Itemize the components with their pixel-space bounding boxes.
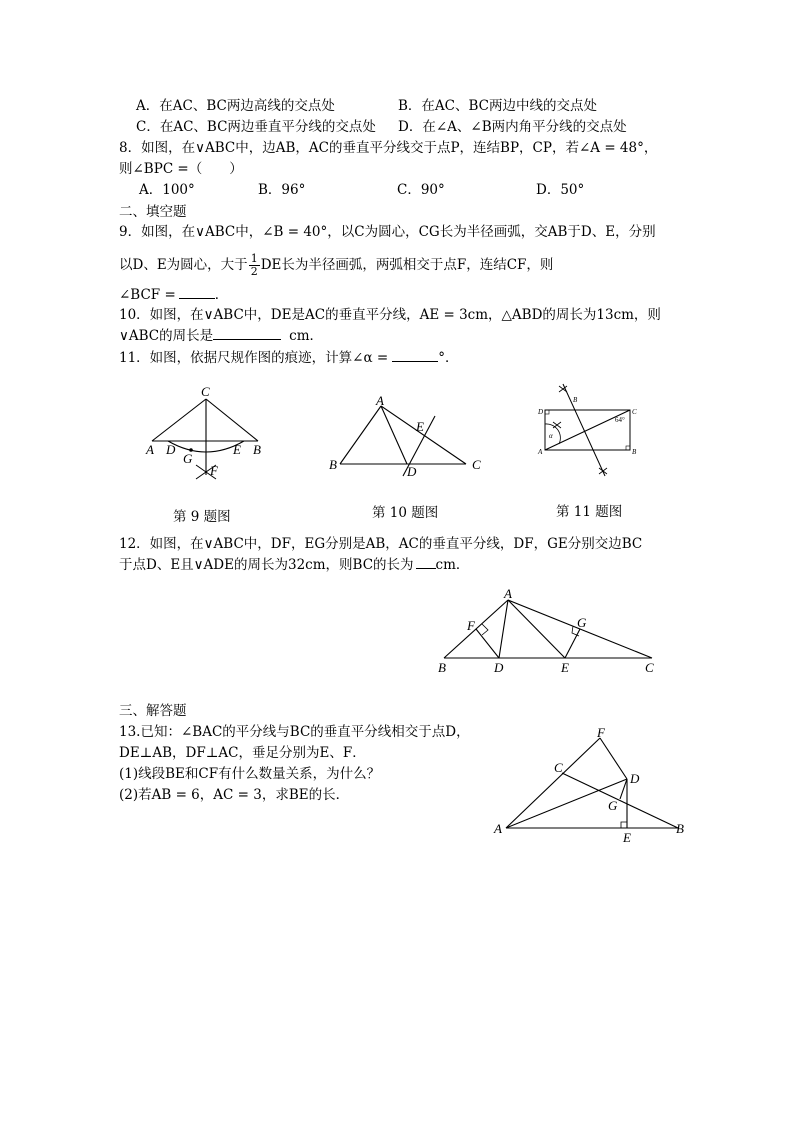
q11-answer-blank[interactable] <box>392 349 438 362</box>
fraction-numerator: 1 <box>250 252 258 265</box>
fig11-angle-64: 64° <box>615 416 625 424</box>
q8-option-c: C．90° <box>397 182 445 198</box>
q9-stem-line3 <box>119 286 228 304</box>
q9-line2-post: DE长为半径画弧，两弧相交于点F，连结CF，则 <box>260 257 554 273</box>
q11-stem-line1 <box>119 349 458 367</box>
fig13-label-b: B <box>676 821 684 836</box>
figure-11-caption: 第 11 题图 <box>556 504 623 520</box>
q8-option-a: A．100° <box>139 182 195 198</box>
fig10-label-d: D <box>407 464 417 479</box>
q13-stem-line2: DE⊥AB，DF⊥AC，垂足分别为E、F． <box>119 745 366 761</box>
q7-option-c: C．在AC、BC两边垂直平分线的交点处 <box>136 119 376 135</box>
q12-answer-blank[interactable] <box>416 556 436 569</box>
q10-line2-end: cm． <box>289 328 324 344</box>
q10-line2-text: ∨ABC的周长是 <box>119 328 214 344</box>
fig12-label-c: C <box>645 660 654 675</box>
fraction-denominator: 2 <box>250 265 258 278</box>
q13-part2: (2)若AB = 6，AC = 3，求BE的长． <box>119 787 350 803</box>
figure-10 <box>325 392 495 482</box>
figure-13 <box>490 726 690 846</box>
q12-stem-line2 <box>119 556 469 574</box>
q12-line2-end: cm． <box>435 557 470 573</box>
q7-option-d: D．在∠A、∠B两内角平分线的交点处 <box>398 119 627 135</box>
fig9-label-e: E <box>233 442 241 457</box>
fig13-label-a: A <box>494 821 502 836</box>
fig12-label-e: E <box>561 660 569 675</box>
q7-option-a: A．在AC、BC两边高线的交点处 <box>136 98 335 114</box>
q10-stem-line1: 10．如图，在∨ABC中，DE是AC的垂直平分线，AE = 3cm，△ABD的周长为13cm，则 <box>119 307 661 323</box>
q8-option-d: D．50° <box>536 182 585 198</box>
fig13-label-e: E <box>623 830 631 845</box>
fig12-label-d: D <box>494 660 504 675</box>
fig13-label-g: G <box>608 798 618 813</box>
fig10-label-a: A <box>376 393 384 408</box>
q12-stem-line1: 12．如图，在∨ABC中，DF，EG分别是AB，AC的垂直平分线，DF，GE分别交边BC <box>119 536 643 552</box>
fig12-label-f: F <box>467 618 475 633</box>
fig13-label-f: F <box>597 725 605 740</box>
q10-stem-line2 <box>119 327 323 345</box>
figure-9 <box>140 383 270 483</box>
fig11-label-b-bottom: B <box>632 448 637 456</box>
fig13-label-d: D <box>630 771 640 786</box>
section-heading-fill-in: 二、填空题 <box>119 204 187 220</box>
fig9-label-a: A <box>146 442 154 457</box>
q9-stem-line2 <box>119 253 553 278</box>
q9-line3-end: ． <box>214 287 229 303</box>
fig10-label-c: C <box>472 457 481 472</box>
fig11-angle-alpha: α <box>549 432 553 440</box>
q9-line3-text: ∠BCF = <box>119 287 176 303</box>
figure-11 <box>535 380 645 480</box>
q10-answer-blank[interactable] <box>213 327 281 340</box>
q8-option-b: B．96° <box>258 182 306 198</box>
fig9-label-b: B <box>253 442 261 457</box>
fraction-one-half <box>249 253 260 278</box>
q13-stem-line1: 13.已知：∠BAC的平分线与BC的垂直平分线相交于点D， <box>119 724 470 740</box>
q11-line1-end: °． <box>438 350 459 366</box>
fig12-label-b: B <box>438 660 446 675</box>
q8-stem-line1: 8．如图，在∨ABC中，边AB，AC的垂直平分线交于点P，连结BP，CP，若∠A = 48°， <box>119 140 658 156</box>
fig11-label-a: A <box>538 448 543 456</box>
fig13-label-c: C <box>554 760 563 775</box>
fig11-label-d: D <box>538 408 544 416</box>
q9-line2-pre: 以D、E为圆心，大于 <box>119 257 248 273</box>
fig12-label-a: A <box>504 586 512 601</box>
q8-stem-line2: 则∠BPC =（ ） <box>119 161 243 177</box>
fig9-label-f: F <box>210 463 218 478</box>
q9-stem-line1: 9．如图，在∨ABC中，∠B = 40°，以C为圆心，CG长为半径画弧，交AB于D、E，分别 <box>119 224 656 240</box>
figure-10-caption: 第 10 题图 <box>372 505 439 521</box>
fig9-label-g: G <box>183 451 193 466</box>
fig12-label-g: G <box>577 615 587 630</box>
fig9-label-d: D <box>166 442 176 457</box>
fig9-label-c: C <box>201 384 210 399</box>
q11-line1-text: 11．如图，依据尺规作图的痕迹，计算∠α = <box>119 350 389 366</box>
q9-answer-blank[interactable] <box>179 286 215 299</box>
figure-12 <box>432 584 672 679</box>
fig11-label-b-top: B <box>573 396 578 404</box>
figure-9-caption: 第 9 题图 <box>173 509 231 525</box>
q12-line2-text: 于点D、E且∨ADE的周长为32cm，则BC的长为 <box>119 557 414 573</box>
q7-option-b: B．在AC、BC两边中线的交点处 <box>398 98 597 114</box>
fig10-label-b: B <box>329 457 337 472</box>
fig11-label-c: C <box>632 408 637 416</box>
q13-part1: (1)线段BE和CF有什么数量关系，为什么？ <box>119 766 381 782</box>
fig10-label-e: E <box>416 419 424 434</box>
section-heading-solutions: 三、解答题 <box>119 703 187 719</box>
